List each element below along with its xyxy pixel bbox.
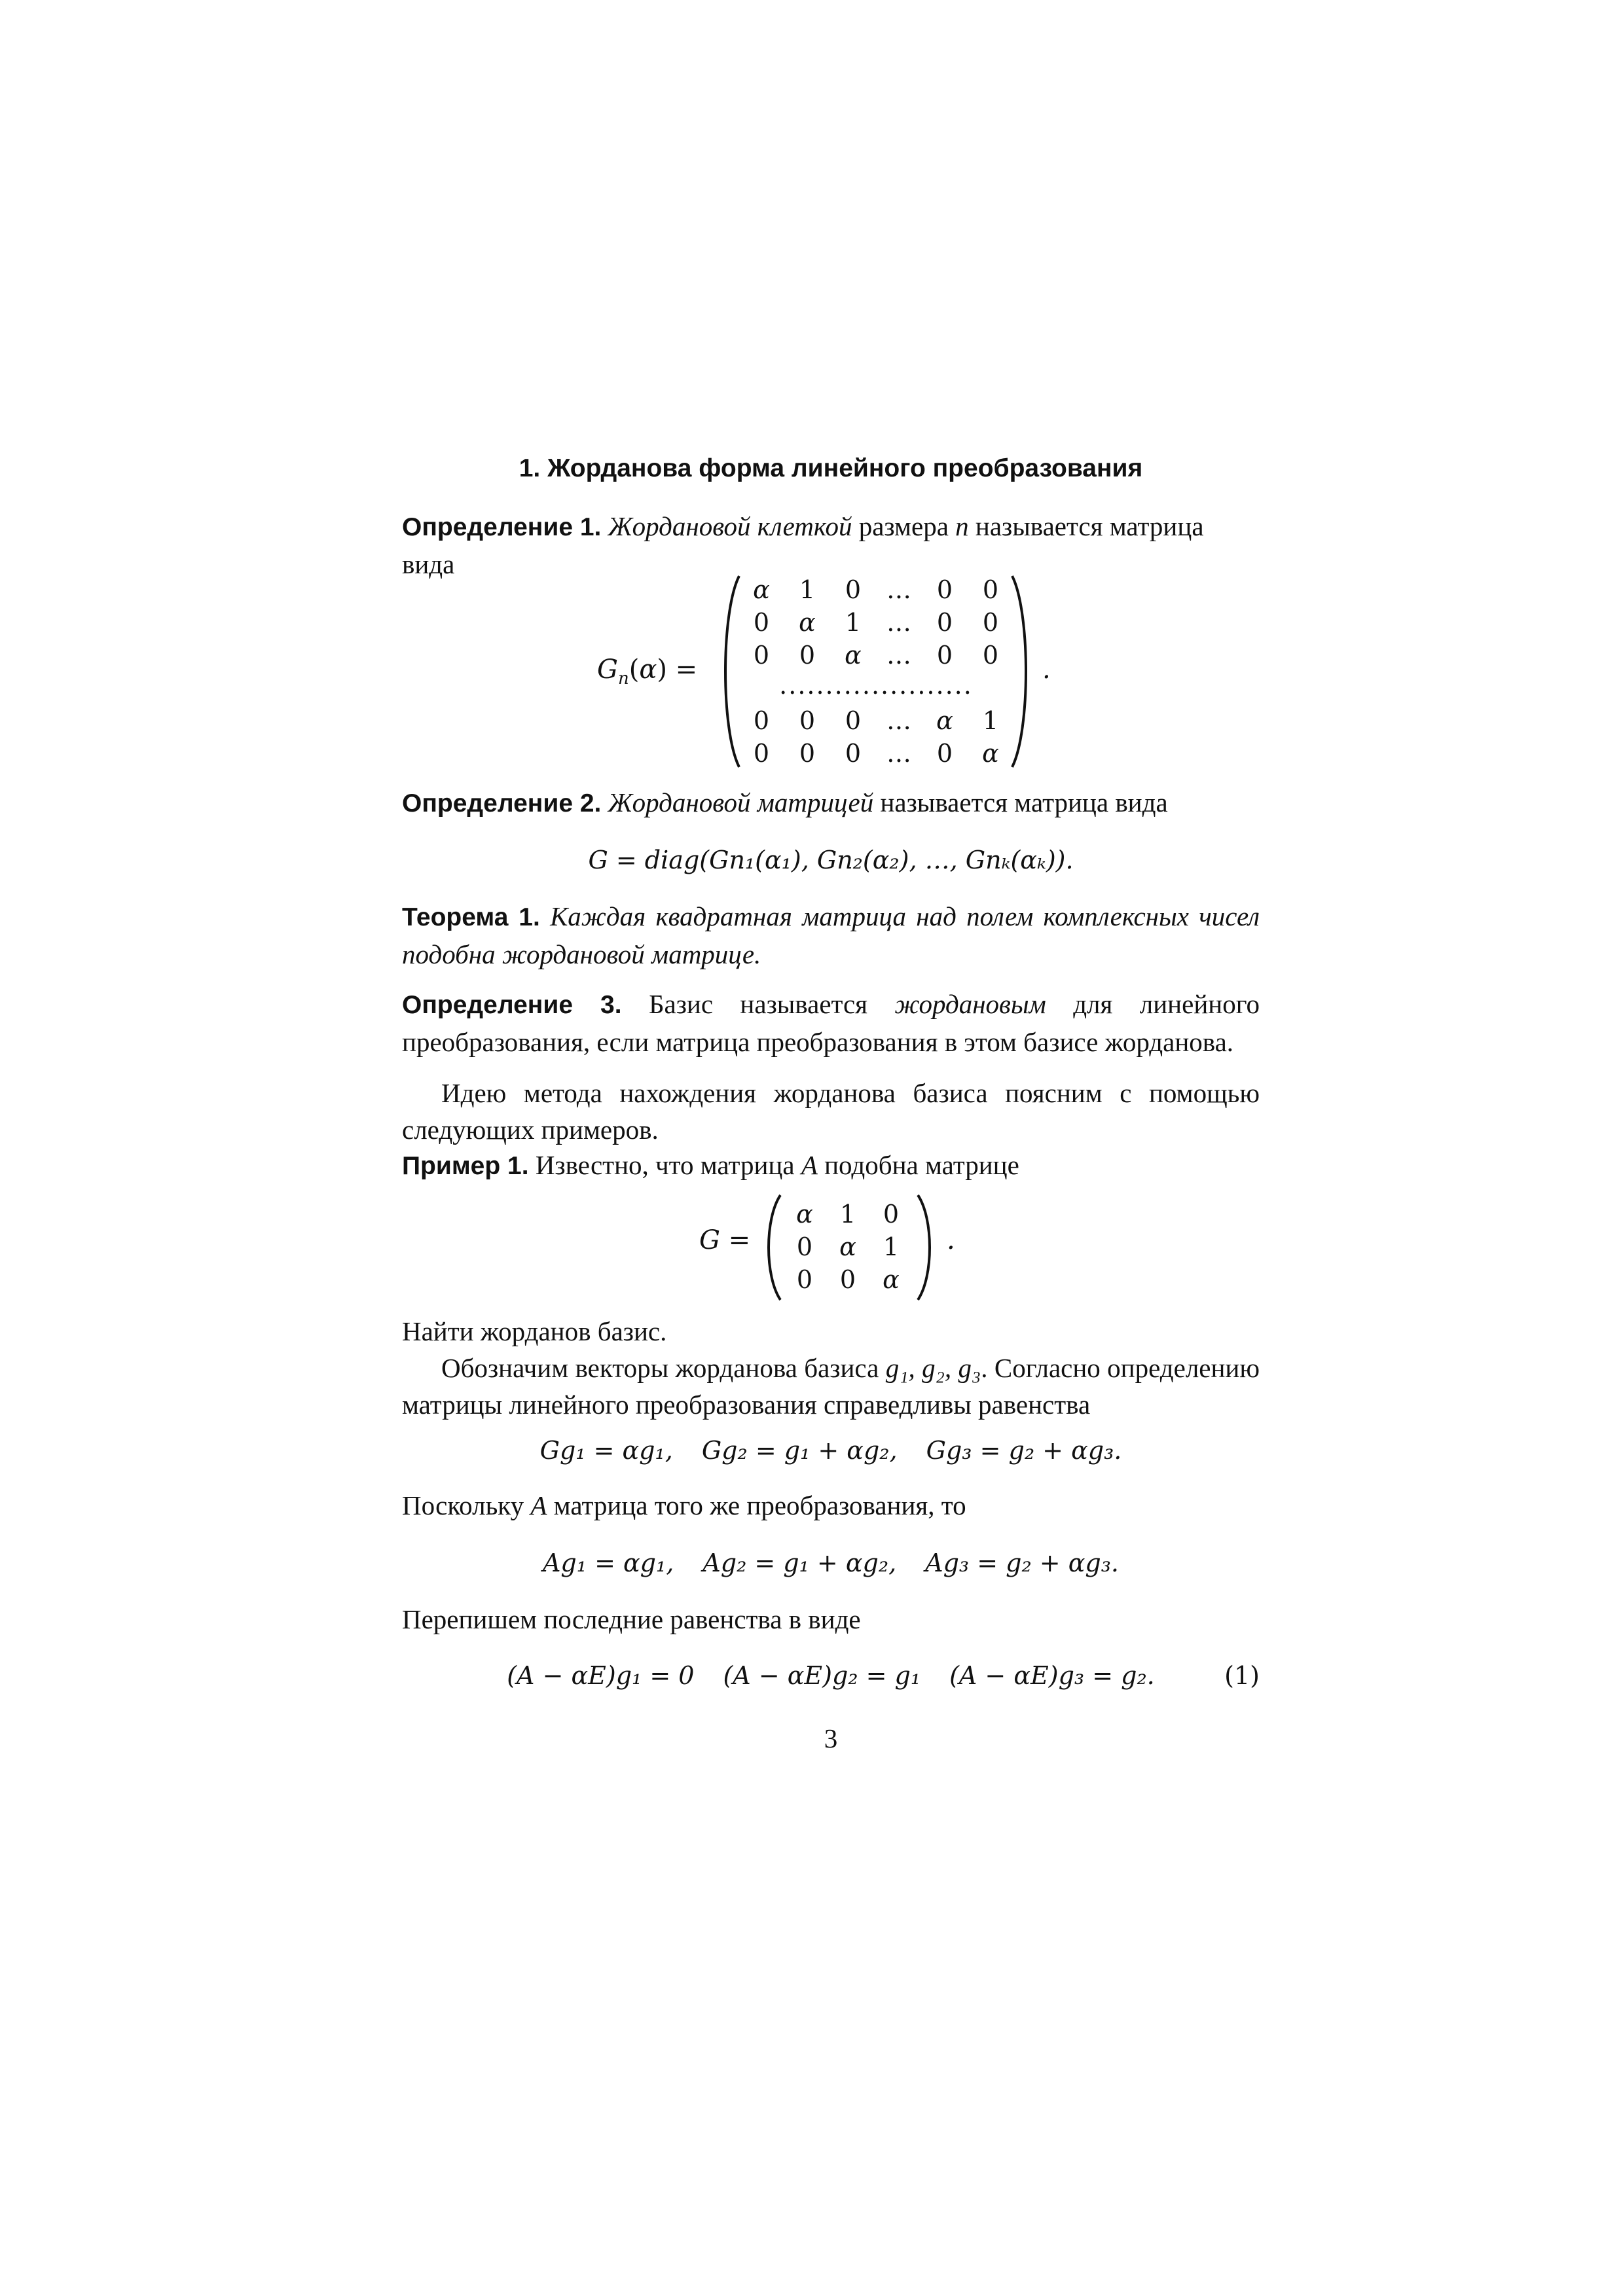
paragraph-vectors-vecs: g₁, g₂, g₃: [885, 1353, 981, 1383]
equations-a: [402, 1545, 1260, 1581]
matrix-cell: 0: [982, 641, 999, 670]
matrix-cell: α: [883, 1265, 900, 1294]
paragraph-rewrite: Перепишем последние равенства в виде: [402, 1604, 861, 1634]
matrix-cell: 0: [845, 739, 862, 768]
equation-g-3: Gg₃ = g₂ + αg₃.: [926, 1436, 1122, 1465]
matrix-cell: α: [799, 608, 816, 637]
matrix-cell: 0: [799, 739, 816, 768]
example-1-a: A: [801, 1150, 818, 1180]
matrix-cell: 0: [982, 575, 999, 604]
matrix-cell: 1: [799, 575, 816, 604]
definition-3-text-a: Базис называется: [648, 989, 895, 1019]
equation-a-1: Ag₁ = αg₁,: [542, 1549, 674, 1577]
matrix-cell: 0: [936, 575, 953, 604]
matrix-cell: α: [845, 641, 862, 670]
matrix-cell: 0: [839, 1265, 856, 1294]
matrix-small-left-paren: [761, 1193, 784, 1302]
matrix-cell: 0: [936, 608, 953, 637]
equation-final-2: (A − αE)g₂ = g₁: [723, 1661, 921, 1690]
matrix-small-right-paren: [914, 1193, 938, 1302]
equations-final: [402, 1657, 1260, 1694]
definition-2-term: Жордановой матрицей: [608, 787, 874, 817]
matrix-cell: 1: [883, 1232, 900, 1261]
paragraph-vectors-text-a: Обозначим векторы жорданова базиса: [441, 1353, 886, 1383]
paragraph-a-text-b: матрица того же преобразования, то: [547, 1490, 966, 1520]
matrix-small-body: [783, 1193, 914, 1302]
matrix-cell: 0: [845, 706, 862, 735]
definition-3-label: Определение 3.: [402, 991, 622, 1019]
equation-a-2: Ag₂ = g₁ + αg₂,: [702, 1549, 897, 1577]
equation-g-2: Gg₂ = g₁ + αg₂,: [701, 1436, 898, 1465]
paragraph-a-a: A: [530, 1490, 547, 1520]
theorem-1-text: Каждая квадратная матрица над полем комплексных чисел подобна жордановой матрице.: [402, 901, 1260, 969]
matrix-cell: α: [796, 1200, 813, 1229]
definition-3: [402, 986, 1260, 1060]
matrix-cell: 0: [799, 641, 816, 670]
matrix-cell: 0: [753, 739, 770, 768]
definition-2-text: называется матрица вида: [873, 787, 1168, 817]
section-title: 1. Жорданова форма линейного преобразования: [519, 454, 1143, 482]
definition-1-n: n: [955, 511, 969, 541]
matrix-cell: 0: [845, 575, 862, 604]
matrix-cell: …: [886, 641, 911, 670]
matrix-cell: 1: [982, 706, 999, 735]
matrix-g-trail: .: [1042, 655, 1051, 685]
definition-1: [402, 508, 1260, 583]
matrix-cell: 0: [796, 1232, 813, 1261]
paragraph-a: [402, 1487, 1260, 1524]
matrix-cell: 0: [753, 706, 770, 735]
matrix-small-lhs: G =: [699, 1225, 751, 1255]
theorem-1-label: Теорема 1.: [402, 903, 540, 931]
matrix-cell: α: [936, 706, 953, 735]
matrix-cell: 0: [753, 608, 770, 637]
definition-2-label: Определение 2.: [402, 789, 602, 817]
matrix-cell: …: [886, 739, 911, 768]
page-number: 3: [824, 1723, 838, 1753]
example-1-text-b: подобна матрице: [817, 1150, 1019, 1180]
definition-3-term: жордановым: [894, 989, 1046, 1019]
definition-2: [402, 784, 1260, 822]
matrix-g-dots: .....................: [779, 671, 973, 700]
find-basis-text: Найти жорданов базис.: [402, 1316, 667, 1346]
definition-1-text-b: называется матрица вида: [402, 511, 1204, 579]
equation-final-1: (A − αE)g₁ = 0: [507, 1661, 695, 1690]
matrix-cell: 0: [883, 1200, 900, 1229]
matrix-cell: …: [886, 608, 911, 637]
matrix-cell: α: [753, 575, 770, 604]
definition-1-label: Определение 1.: [402, 513, 602, 541]
example-1-text-a: Известно, что матрица: [535, 1150, 801, 1180]
definition-3-text-b: для линейного преобразования, если матрица преобразования в этом базисе жорданова.: [402, 989, 1260, 1057]
theorem-1: [402, 898, 1260, 973]
matrix-cell: 0: [753, 641, 770, 670]
matrix-cell: 0: [799, 706, 816, 735]
matrix-cell: 0: [982, 608, 999, 637]
matrix-cell: 0: [936, 641, 953, 670]
paragraph-vectors-text-b: . Согласно определению матрицы линейного преобразования справедливы равенства: [402, 1353, 1260, 1420]
matrix-cell: …: [886, 575, 911, 604]
example-1-label: Пример 1.: [402, 1152, 529, 1180]
matrix-cell: …: [886, 706, 911, 735]
equations-g: [402, 1432, 1260, 1469]
matrix-small-trail: .: [947, 1225, 955, 1255]
paragraph-idea: Идею метода нахождения жорданова базиса поясним с помощью следующих примеров.: [402, 1078, 1260, 1145]
definition-1-text-a: размера: [852, 511, 956, 541]
matrix-cell: 0: [936, 739, 953, 768]
matrix-cell: α: [839, 1232, 856, 1261]
matrix-cell: 1: [839, 1200, 856, 1229]
definition-2-formula: G = diag(Gn₁(α₁), Gn₂(α₂), …, Gnₖ(αₖ)).: [588, 846, 1074, 874]
matrix-g-lhs: $G_n(\alpha)$ =: [597, 655, 698, 689]
matrix-cell: α: [982, 739, 999, 768]
matrix-cell: 1: [845, 608, 862, 637]
paragraph-vectors: [402, 1350, 1260, 1423]
equation-final-3: (A − αE)g₃ = g₂.: [949, 1661, 1155, 1690]
definition-1-term: Жордановой клеткой: [608, 511, 852, 541]
matrix-cell: 0: [796, 1265, 813, 1294]
equation-number: (1): [1224, 1661, 1260, 1690]
equation-g-1: Gg₁ = αg₁,: [539, 1436, 673, 1465]
paragraph-a-text-a: Поскольку: [402, 1490, 531, 1520]
equation-a-3: Ag₃ = g₂ + αg₃.: [925, 1549, 1120, 1577]
example-1: [402, 1147, 1260, 1185]
